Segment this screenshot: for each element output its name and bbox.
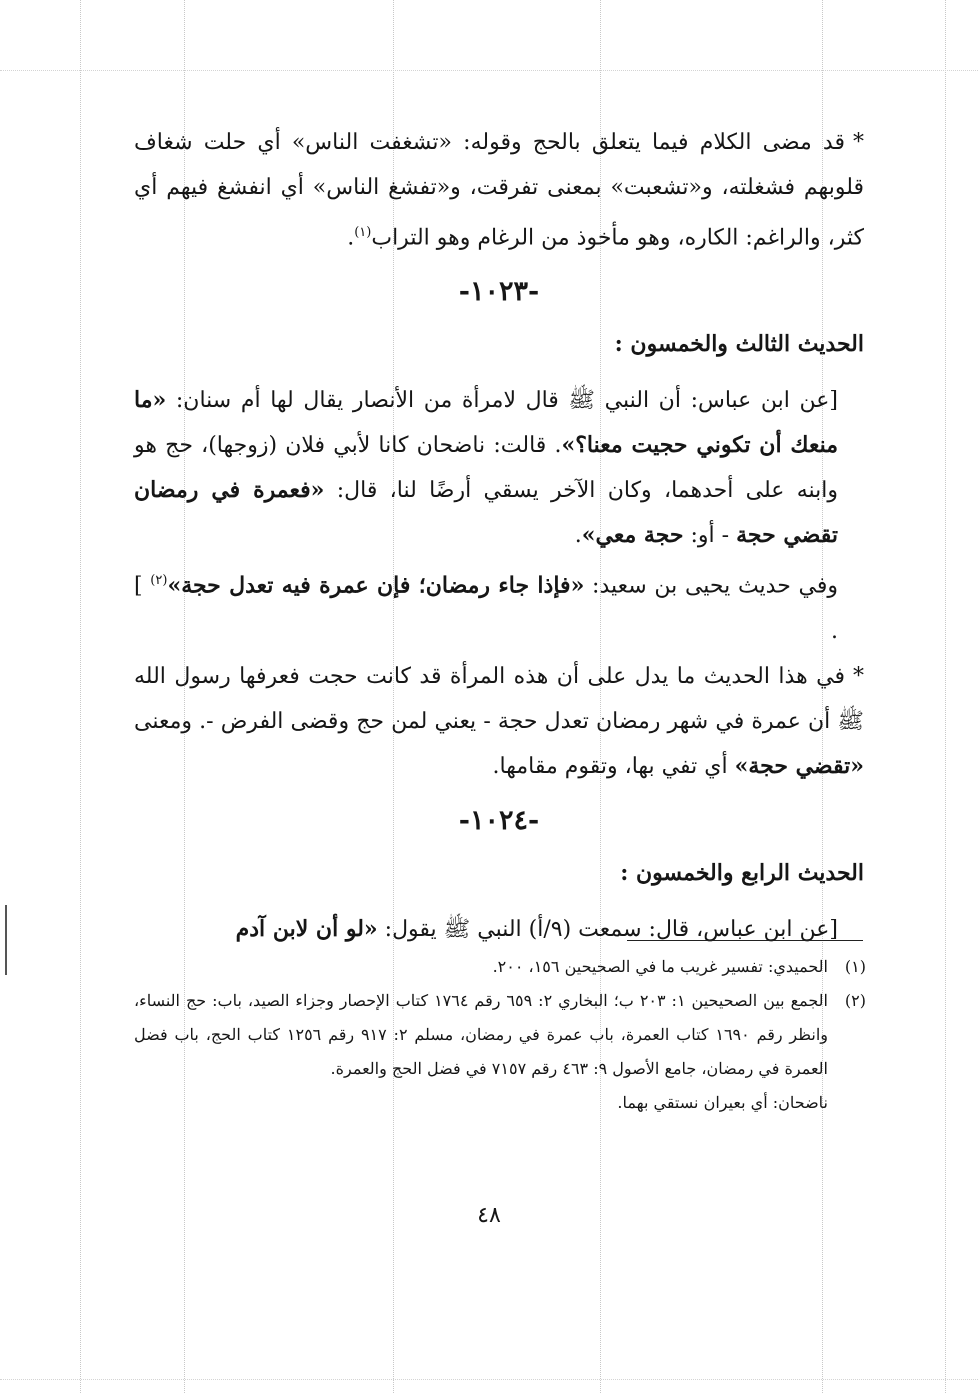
footnote-ref: (١) xyxy=(354,225,372,240)
footnote-ref: (٢) xyxy=(150,573,168,589)
hadith-text-part: - أو: xyxy=(690,523,730,549)
page-number: ٤٨ xyxy=(477,1203,501,1228)
prophet-quote: حجة معي» xyxy=(581,522,684,549)
intro-paragraph xyxy=(134,120,864,260)
prophet-quote: «لو أن لابن آدم xyxy=(235,915,378,942)
prophet-quote: «فعمرة في رمضان تقضي حجة xyxy=(134,477,838,549)
commentary-paragraph xyxy=(134,654,864,789)
footnote-gloss: ناضحان: أي بعيران نستقي بهما. xyxy=(617,1093,828,1112)
footnote-text: الجمع بين الصحيحين ١: ٢٠٣ ب؛ البخاري ٢: ٦٥٩ رقم ١٧٦٤ كتاب الإحصار وجزاء الصيد، باب: حج النساء، وانظر رقم ١٦٩٠ كتاب العمرة، باب عمرة في رمضان، مسلم ٢: ٩١٧ رقم ١٢٥٦ كتاب الحج، باب فضل العمرة في رمضان، جامع الأصول ٩: ٤٦٣ رقم ٧١٥٧ في فضل الحج والعمرة. xyxy=(134,991,829,1078)
hadith-variant xyxy=(134,558,864,653)
footnote-separator xyxy=(627,940,863,941)
hadith-heading: الحديث الثالث والخمسون : xyxy=(614,331,864,358)
intro-end: . xyxy=(347,225,355,251)
scan-guide-line xyxy=(0,1379,978,1380)
footnote-number: (٢) xyxy=(844,991,866,1010)
commentary-text: أي تفي بها، وتقوم مقامها. xyxy=(492,753,728,779)
hadith-text xyxy=(134,378,864,558)
hadith-text xyxy=(134,907,864,952)
hadith-text-part: [عن ابن عباس: أن النبي ﷺ قال لامرأة من الأنصار يقال لها أم سنان: xyxy=(175,388,838,414)
prophet-quote: «ما منعك أن تكوني حجيت معنا؟» xyxy=(134,387,838,459)
main-text xyxy=(134,120,864,952)
hadith-heading: الحديث الرابع والخمسون : xyxy=(620,859,864,886)
scan-edge-mark xyxy=(5,905,7,975)
hadith-text-part: ] . xyxy=(134,573,838,644)
footnote-item xyxy=(134,950,866,984)
footnote-text: الحميدي: تفسير غريب ما في الصحيحين ١٥٦، ٢٠٠. xyxy=(492,957,828,976)
prophet-quote: «فإذا جاء رمضان؛ فإن عمرة فيه تعدل حجة» xyxy=(167,572,585,599)
scan-guide-line xyxy=(945,0,946,1393)
scan-guide-line xyxy=(80,0,81,1393)
hadith-text-part: . xyxy=(574,523,582,549)
hadith-number: -١٠٢٣- xyxy=(458,276,540,308)
hadith-text-part: . قالت: ناضحان كانا لأبي فلان (زوجها)، حج هو وابنه على أحدهما، وكان الآخر يسقي أرضًا لنا، قال: xyxy=(134,433,839,504)
footnotes xyxy=(134,950,866,1120)
hadith-number: -١٠٢٤- xyxy=(458,804,540,836)
footnote-item xyxy=(134,984,866,1086)
scan-guide-line xyxy=(0,70,978,71)
footnote-number: (١) xyxy=(844,957,866,976)
intro-text: قد مضى الكلام فيما يتعلق بالحج وقوله: «تشغفت الناس» أي حلت شغاف قلوبهم فشغلته، و«تشعبت» بمعنى تفرقت، و«تفشغ الناس» أي انفشغ فيهم أي كثر، والراغم: الكاره، وهو مأخوذ من الرغام وهو التراب xyxy=(134,130,864,251)
commentary-text: في هذا الحديث ما يدل على أن هذه المرأة قد كانت حجت فعرفها رسول الله ﷺ أن عمرة في شهر رمضان تعدل حجة - يعني لمن حج وقضى الفرض -. ومعنى xyxy=(134,663,864,734)
prophet-quote: «تقضي حجة» xyxy=(734,752,864,779)
hadith-text-part: وفي حديث يحيى بن سعيد: xyxy=(592,573,838,599)
star-marker: * xyxy=(853,130,864,155)
star-marker: * xyxy=(853,663,864,689)
hadith-text-part: [عن ابن عباس، قال: سمعت (٩/أ) النبي ﷺ يقول: xyxy=(384,916,838,942)
